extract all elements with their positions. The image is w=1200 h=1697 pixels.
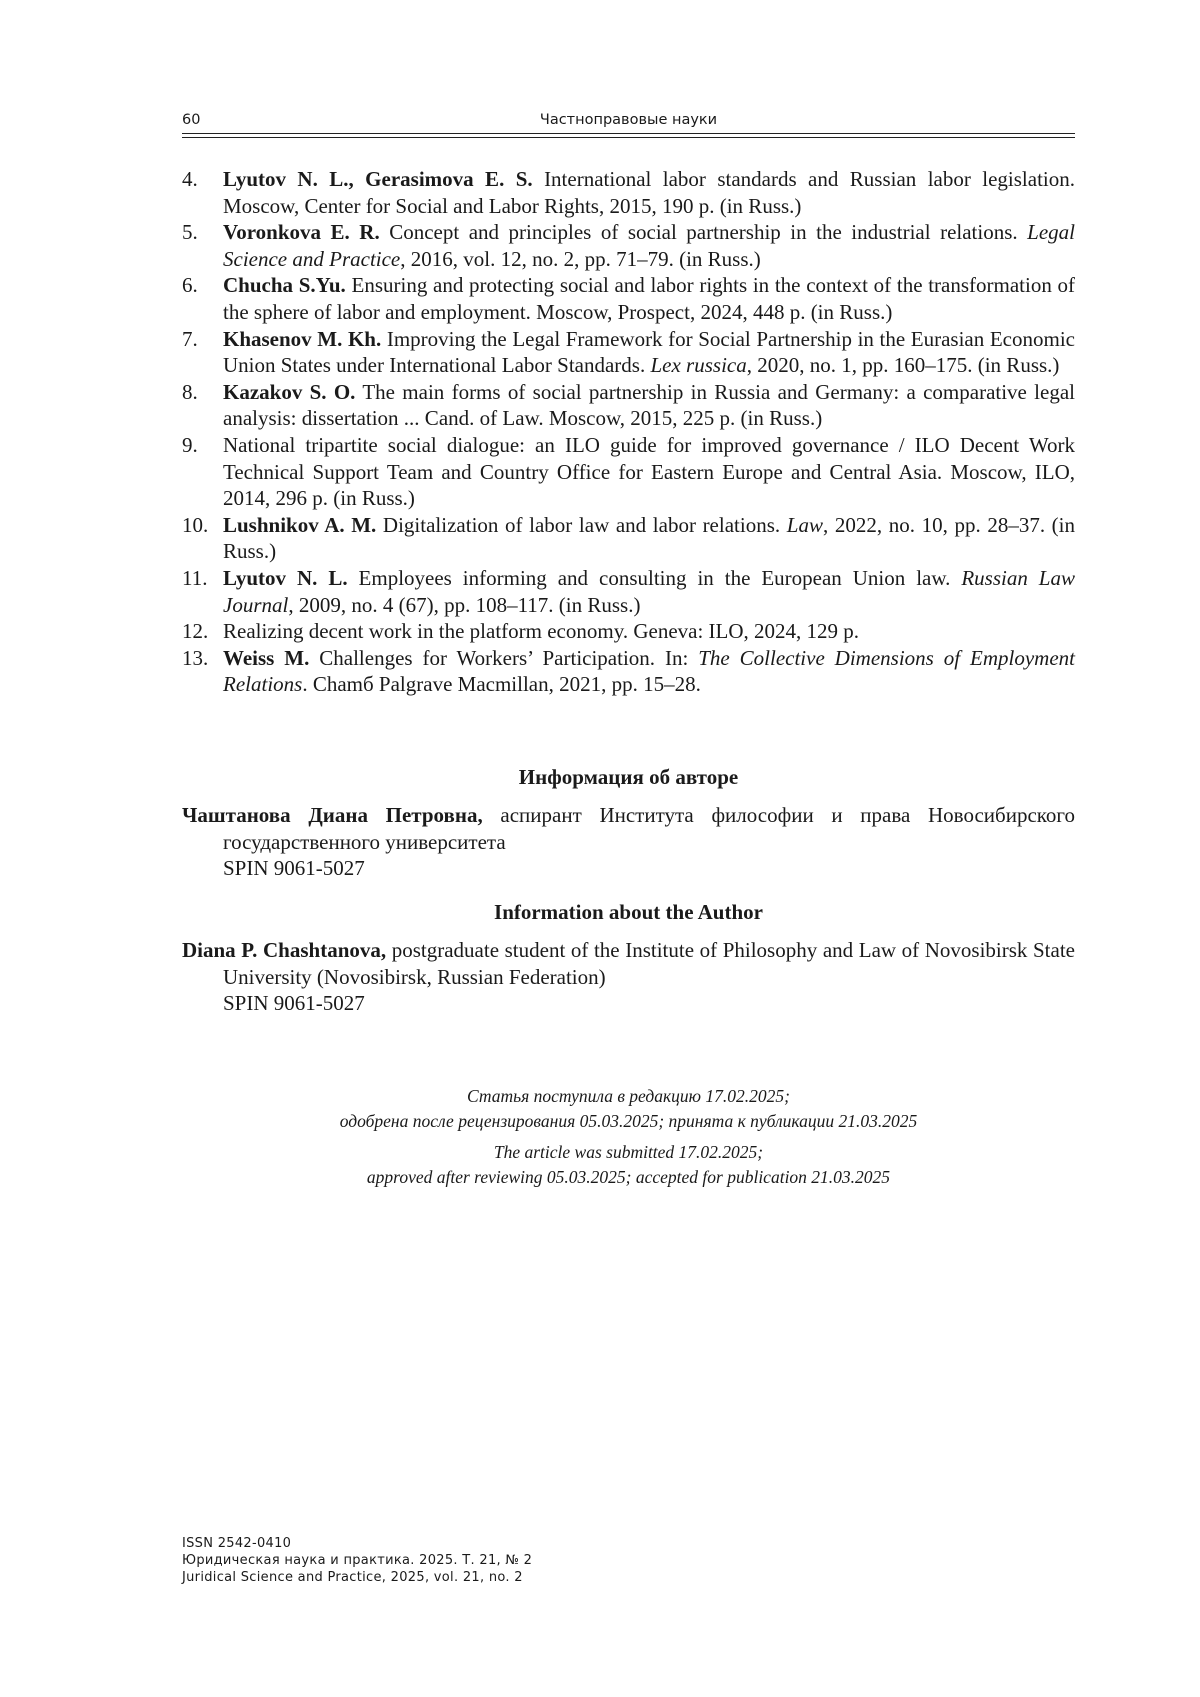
- header-rule: [182, 133, 1075, 134]
- reference-authors: Weiss M.: [223, 645, 310, 670]
- dates-ru-line2: одобрена после рецензирования 05.03.2025; принята к публикации 21.03.2025: [339, 1111, 918, 1131]
- reference-number: 6.: [182, 273, 198, 298]
- reference-authors: Khasenov M. Kh.: [223, 326, 382, 351]
- reference-item: [182, 645, 1075, 698]
- reference-authors: Kazakov S. O.: [223, 379, 356, 404]
- reference-item: [182, 379, 1075, 432]
- dates-en-line2: approved after reviewing 05.03.2025; accepted for publication 21.03.2025: [366, 1167, 891, 1187]
- author-name-ru: Чаштанова Диана Петровна,: [182, 803, 483, 827]
- reference-source: Lex russica: [650, 353, 747, 378]
- author-entry-ru: [182, 802, 1075, 855]
- reference-item: [182, 618, 1075, 645]
- reference-text: The main forms of social partnership in Russia and Germany: a comparative legal analysis: dissertation ... Cand. of Law. Moscow, 2015, 225 p. (in Russ.): [223, 379, 1075, 431]
- reference-source: Legal Science and Practice: [223, 220, 1075, 271]
- reference-number: 8.: [182, 379, 198, 404]
- reference-source: Russian Law Journal: [223, 565, 1075, 617]
- reference-text: Improving the Legal Framework for Social Partnership in the Eurasian Economic Union States under International Labor Standards.: [223, 326, 1075, 378]
- reference-details: . Chamб Palgrave Macmillan, 2021, pp. 15–28.: [302, 672, 701, 697]
- reference-number: 5.: [182, 220, 198, 245]
- page-number: 60: [182, 112, 201, 128]
- page-footer: [182, 1535, 532, 1586]
- author-spin-en: SPIN 9061-5027: [223, 991, 365, 1016]
- reference-item: [182, 219, 1075, 272]
- reference-details: , 2022, no. 10, pp. 28–37. (in Russ.): [223, 512, 1076, 564]
- reference-authors: Lyutov N. L.: [223, 565, 348, 590]
- reference-details: , 2020, no. 1, pp. 160–175. (in Russ.): [746, 353, 1060, 378]
- author-info-en-title: Information about the Author: [494, 900, 763, 924]
- header-rule-thin: [182, 137, 1075, 138]
- reference-list: [182, 166, 1075, 698]
- section-title: Частноправовые науки: [539, 112, 718, 128]
- reference-number: 13.: [182, 645, 209, 670]
- dates-ru-line1: Статья поступила в редакцию 17.02.2025;: [467, 1086, 790, 1106]
- reference-number: 9.: [182, 432, 198, 457]
- reference-item: [182, 512, 1075, 565]
- reference-authors: Voronkova E. R.: [223, 220, 380, 245]
- reference-number: 10.: [182, 512, 209, 537]
- reference-authors: Lushnikov A. M.: [223, 512, 377, 537]
- footer-journal-ru: Юридическая наука и практика. 2025. Т. 21, № 2: [182, 1553, 533, 1568]
- author-spin-ru: SPIN 9061-5027: [223, 856, 365, 881]
- reference-details: , 2016, vol. 12, no. 2, pp. 71–79. (in Russ.): [400, 246, 761, 271]
- footer-issn: ISSN 2542-0410: [182, 1536, 292, 1551]
- reference-details: , 2009, no. 4 (67), pp. 108–117. (in Russ.): [288, 592, 641, 617]
- reference-authors: Lyutov N. L., Gerasimova E. S.: [223, 167, 533, 191]
- reference-text: National tripartite social dialogue: an ILO guide for improved governance / ILO Decent Work Technical Support Team and Country Office for Eastern Europe and Central Asia. Moscow, ILO, 2014, 296 p. (in Russ.): [223, 432, 1075, 511]
- reference-text: Concept and principles of social partnership in the industrial relations.: [379, 220, 1028, 245]
- reference-source: Law: [786, 512, 823, 537]
- reference-text: Realizing decent work in the platform economy. Geneva: ILO, 2024, 129 p.: [223, 619, 860, 644]
- reference-item: [182, 166, 1075, 219]
- article-dates: [182, 1084, 1075, 1190]
- author-name-en: Diana P. Chashtanova,: [182, 938, 387, 962]
- reference-number: 12.: [182, 619, 209, 644]
- author-desc-en: postgraduate student of the Institute of Philosophy and Law of Novosibirsk State University (Novosibirsk, Russian Federation): [223, 938, 1075, 989]
- author-info-en: [182, 899, 1075, 1017]
- reference-number: 7.: [182, 326, 198, 351]
- reference-item: [182, 272, 1075, 325]
- reference-source: The Collective Dimensions of Employment Relations: [223, 645, 1075, 697]
- reference-text: International labor standards and Russian labor legislation. Moscow, Center for Social and Labor Rights, 2015, 190 p. (in Russ.): [223, 167, 1075, 218]
- reference-text: Ensuring and protecting social and labor rights in the context of the transformation of the sphere of labor and employment. Moscow, Prospect, 2024, 448 p. (in Russ.): [223, 273, 1075, 324]
- reference-item: [182, 565, 1075, 618]
- author-info-ru-title: Информация об авторе: [518, 765, 739, 789]
- author-entry-en: [182, 937, 1075, 990]
- reference-number: 4.: [182, 167, 198, 191]
- reference-text: Employees informing and consulting in the European Union law.: [347, 565, 962, 590]
- author-desc-ru: аспирант Института философии и права Новосибирского государственного университета: [223, 803, 1075, 854]
- footer-journal-en: Juridical Science and Practice, 2025, vol. 21, no. 2: [182, 1570, 523, 1585]
- reference-text: Digitalization of labor law and labor relations.: [376, 512, 787, 537]
- author-info-ru: [182, 764, 1075, 882]
- reference-number: 11.: [182, 565, 208, 590]
- reference-authors: Chucha S.Yu.: [223, 273, 346, 298]
- dates-en-line1: The article was submitted 17.02.2025;: [493, 1142, 764, 1162]
- reference-item: [182, 326, 1075, 379]
- reference-text: Challenges for Workers’ Participation. In:: [309, 645, 699, 670]
- reference-item: [182, 432, 1075, 512]
- running-header: [182, 112, 1075, 134]
